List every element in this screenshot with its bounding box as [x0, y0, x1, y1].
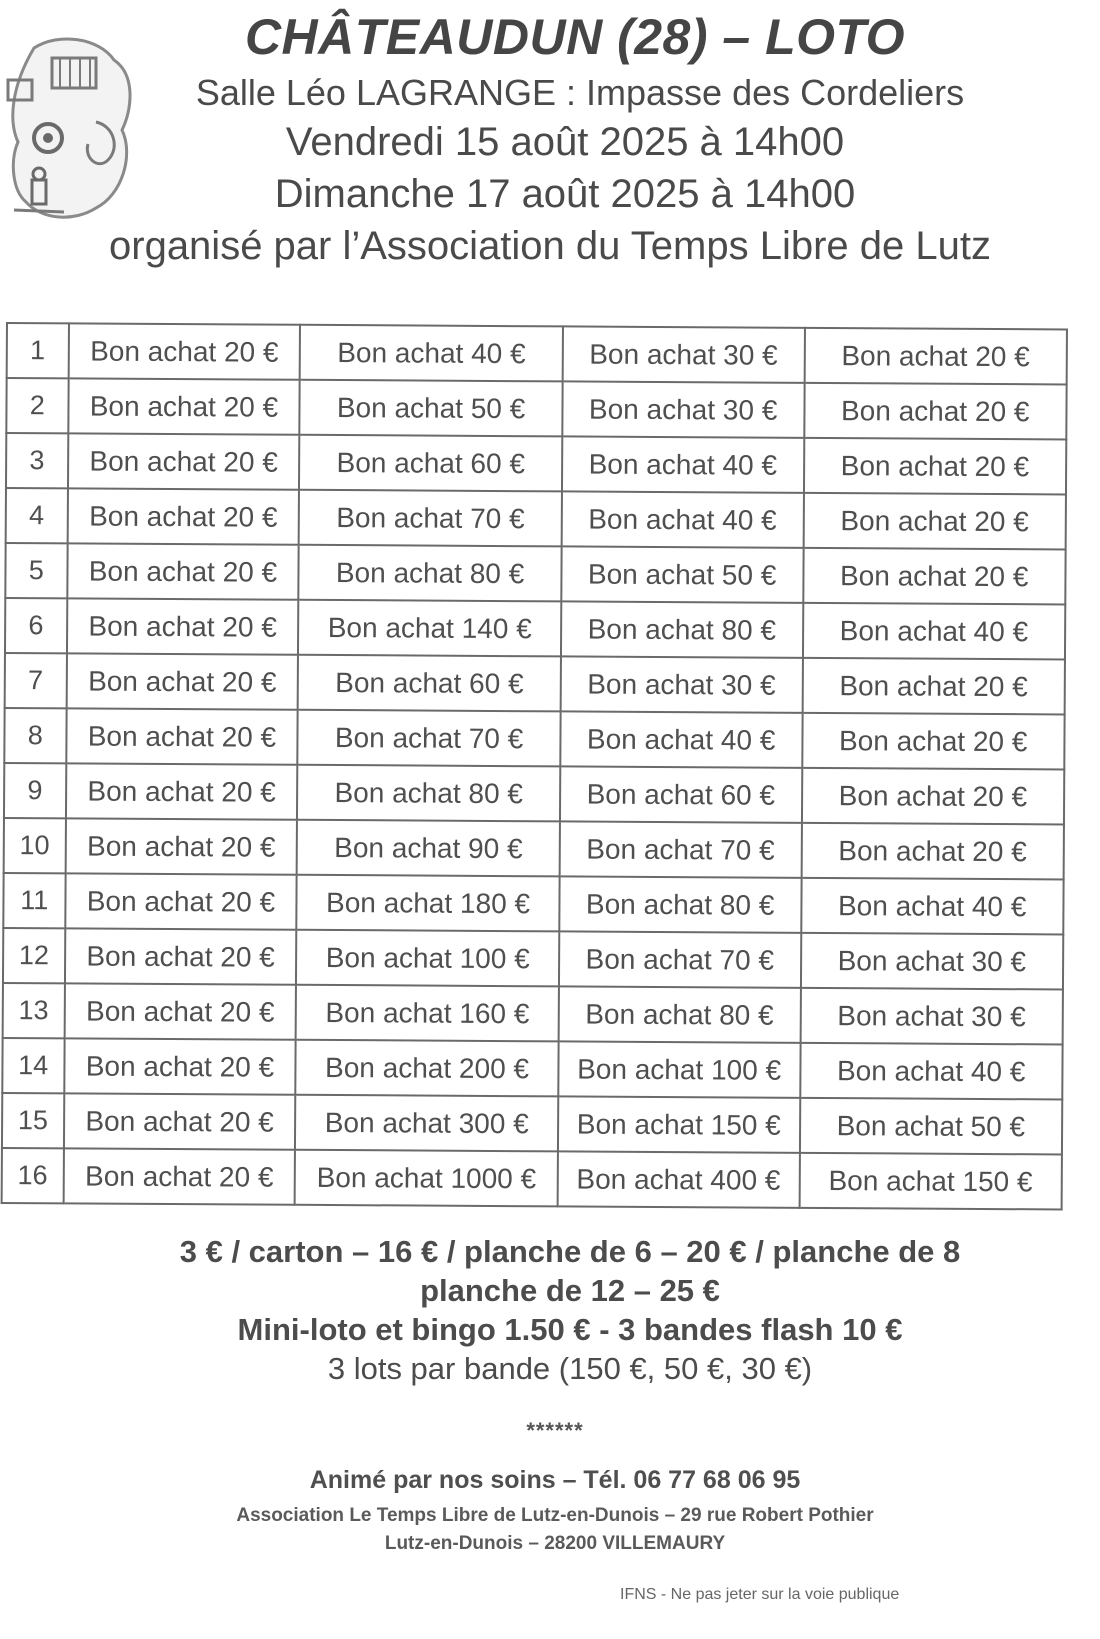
prize-cell: Bon achat 70 €: [559, 931, 801, 987]
table-row: [6, 378, 1066, 439]
prize-cell: Bon achat 40 €: [561, 491, 803, 547]
price-line-lots-par-bande: 3 lots par bande (150 €, 50 €, 30 €): [327, 1351, 813, 1386]
prize-cell: Bon achat 70 €: [298, 710, 561, 767]
prize-cell: Bon achat 80 €: [299, 545, 562, 602]
prize-cell: Bon achat 80 €: [559, 876, 801, 932]
venue-line: Salle Léo LAGRANGE : Impasse des Cordeliers: [195, 72, 965, 113]
row-number: 8: [4, 708, 66, 763]
prize-cell: Bon achat 150 €: [799, 1153, 1062, 1210]
prize-cell: Bon achat 60 €: [298, 655, 561, 712]
prize-cell: Bon achat 40 €: [560, 711, 802, 767]
table-row: [4, 763, 1064, 824]
prize-cell: Bon achat 20 €: [63, 1148, 295, 1204]
prize-cell: Bon achat 400 €: [557, 1151, 799, 1207]
row-number: 3: [6, 433, 68, 488]
lots-table-body: [2, 323, 1067, 1209]
prize-cell: Bon achat 30 €: [562, 381, 804, 437]
prize-cell: Bon achat 70 €: [299, 490, 562, 547]
prize-cell: Bon achat 40 €: [300, 325, 563, 382]
row-number: 11: [3, 873, 65, 928]
prize-cell: Bon achat 20 €: [67, 598, 299, 654]
table-row: [3, 928, 1063, 989]
table-row: [2, 1038, 1062, 1099]
table-row: [5, 543, 1065, 604]
prize-cell: Bon achat 20 €: [68, 378, 300, 434]
prize-cell: Bon achat 50 €: [799, 1098, 1062, 1155]
prize-cell: Bon achat 40 €: [801, 878, 1064, 935]
row-number: 12: [3, 928, 65, 983]
prize-cell: Bon achat 20 €: [803, 548, 1066, 605]
prize-cell: Bon achat 20 €: [803, 493, 1066, 550]
prize-cell: Bon achat 30 €: [560, 656, 802, 712]
prize-cell: Bon achat 20 €: [68, 433, 300, 489]
row-number: 5: [5, 543, 67, 598]
price-line-mini-loto: Mini-loto et bingo 1.50 € - 3 bandes flash 10 €: [237, 1312, 903, 1347]
row-number: 2: [6, 378, 68, 433]
prize-cell: Bon achat 20 €: [66, 653, 298, 709]
prize-cell: Bon achat 40 €: [562, 436, 804, 492]
prize-cell: Bon achat 90 €: [297, 820, 560, 877]
organiser-line: organisé par l’Association du Temps Libre de Lutz: [109, 224, 991, 268]
row-number: 7: [5, 653, 67, 708]
prize-cell: Bon achat 80 €: [558, 986, 800, 1042]
table-row: [2, 1093, 1062, 1154]
prize-cell: Bon achat 20 €: [64, 1038, 296, 1094]
prize-cell: Bon achat 20 €: [804, 328, 1067, 385]
prize-cell: Bon achat 20 €: [65, 928, 297, 984]
prize-cell: Bon achat 150 €: [558, 1096, 800, 1152]
prize-cell: Bon achat 140 €: [298, 600, 561, 657]
prize-cell: Bon achat 40 €: [803, 603, 1066, 660]
prize-cell: Bon achat 30 €: [562, 326, 804, 382]
table-row: [6, 433, 1066, 494]
association-line: Association Le Temps Libre de Lutz-en-Dunois – 29 rue Robert Pothier: [236, 1505, 874, 1526]
prize-cell: Bon achat 20 €: [801, 823, 1064, 880]
row-number: 13: [3, 983, 65, 1038]
table-row: [4, 818, 1064, 879]
table-row: [5, 653, 1065, 714]
prize-cell: Bon achat 20 €: [66, 763, 298, 819]
prize-cell: Bon achat 20 €: [802, 658, 1065, 715]
prize-cell: Bon achat 200 €: [296, 1040, 559, 1097]
prize-cell: Bon achat 1000 €: [295, 1150, 558, 1207]
prize-cell: Bon achat 20 €: [804, 383, 1067, 440]
row-number: 6: [5, 598, 67, 653]
prize-cell: Bon achat 60 €: [560, 766, 802, 822]
address-line: Lutz-en-Dunois – 28200 VILLEMAURY: [384, 1533, 726, 1554]
prize-cell: Bon achat 100 €: [296, 930, 559, 987]
illustration-logo-icon: [4, 30, 144, 230]
prize-cell: Bon achat 20 €: [804, 438, 1067, 495]
table-row: [7, 323, 1067, 384]
prize-cell: Bon achat 20 €: [802, 768, 1065, 825]
table-row: [2, 1148, 1062, 1209]
date-sunday: Dimanche 17 août 2025 à 14h00: [274, 172, 856, 216]
prize-cell: Bon achat 20 €: [64, 1093, 296, 1149]
prize-cell: Bon achat 30 €: [800, 988, 1063, 1045]
lots-table: [1, 322, 1068, 1210]
prices-block: [80, 1232, 1060, 1388]
prize-cell: Bon achat 100 €: [558, 1041, 800, 1097]
table-row: [3, 983, 1063, 1044]
row-number: 15: [2, 1093, 64, 1148]
prize-cell: Bon achat 180 €: [297, 875, 560, 932]
association-address: [0, 1502, 1100, 1558]
prize-cell: Bon achat 70 €: [559, 821, 801, 877]
prize-cell: Bon achat 80 €: [297, 765, 560, 822]
price-line-cartons: 3 € / carton – 16 € / planche de 6 – 20 € / planche de 8: [179, 1234, 961, 1269]
prize-cell: Bon achat 60 €: [299, 435, 562, 492]
prize-cell: Bon achat 20 €: [66, 708, 298, 764]
table-row: [3, 873, 1063, 934]
table-row: [6, 488, 1066, 549]
date-friday: Vendredi 15 août 2025 à 14h00: [285, 120, 845, 164]
row-number: 4: [6, 488, 68, 543]
row-number: 1: [7, 323, 69, 378]
prize-cell: Bon achat 300 €: [295, 1095, 558, 1152]
row-number: 16: [2, 1148, 64, 1203]
prize-cell: Bon achat 80 €: [561, 601, 803, 657]
row-number: 10: [4, 818, 66, 873]
prize-cell: Bon achat 20 €: [65, 873, 297, 929]
prize-cell: Bon achat 20 €: [67, 543, 299, 599]
animation-contact: Animé par nos soins – Tél. 06 77 68 06 95: [309, 1466, 801, 1494]
prize-cell: Bon achat 20 €: [68, 323, 300, 379]
prize-cell: Bon achat 20 €: [65, 818, 297, 874]
prize-cell: Bon achat 20 €: [64, 983, 296, 1039]
row-number: 9: [4, 763, 66, 818]
prize-cell: Bon achat 50 €: [561, 546, 803, 602]
event-title: CHÂTEAUDUN (28) – LOTO: [244, 9, 906, 65]
prize-cell: Bon achat 20 €: [802, 713, 1065, 770]
ifns-notice: IFNS - Ne pas jeter sur la voie publique: [620, 1586, 900, 1603]
row-number: 14: [2, 1038, 64, 1093]
prize-cell: Bon achat 160 €: [296, 985, 559, 1042]
table-row: [4, 708, 1064, 769]
table-row: [5, 598, 1065, 659]
price-line-planche-12: planche de 12 – 25 €: [420, 1273, 720, 1308]
separator-stars: ******: [526, 1418, 584, 1443]
prize-cell: Bon achat 40 €: [800, 1043, 1063, 1100]
prize-cell: Bon achat 20 €: [67, 488, 299, 544]
prize-cell: Bon achat 50 €: [300, 380, 563, 437]
prize-cell: Bon achat 30 €: [800, 933, 1063, 990]
